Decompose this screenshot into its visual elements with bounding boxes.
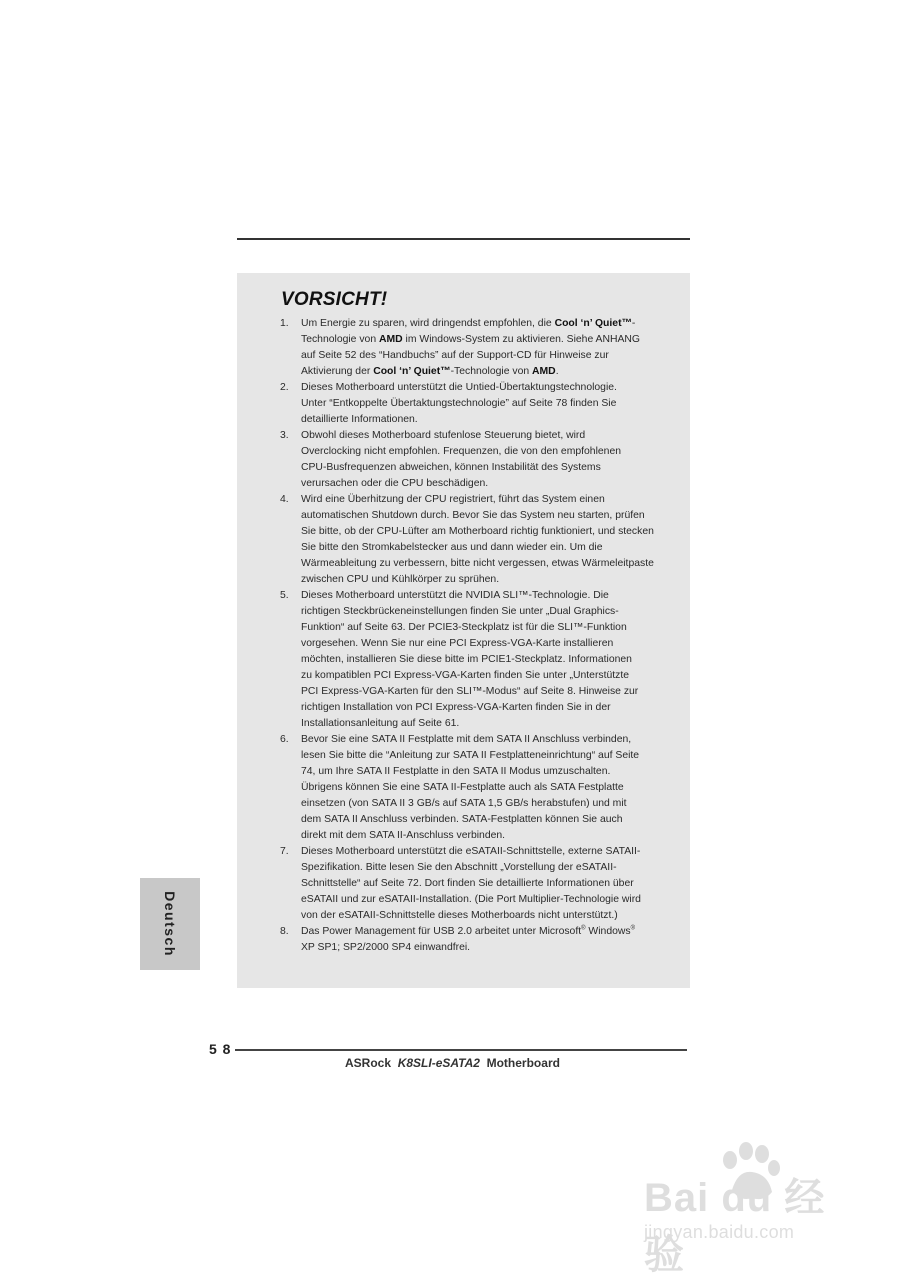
item-text: Dieses Motherboard unterstützt die Untied-Übertaktungstechnologie. Unter “Entkoppelte Übertaktungstechnologie” auf Seite 78 finden Sie detaillierte Informationen.: [301, 382, 617, 425]
language-side-tab: [140, 878, 200, 970]
caution-item: [280, 844, 670, 924]
footer-product-name: [345, 1056, 560, 1070]
caution-item: [280, 492, 670, 588]
top-rule: [237, 238, 690, 240]
watermark-logo: Bai du 经验: [644, 1176, 826, 1277]
footer-brand: ASRock: [345, 1056, 392, 1070]
item-text: Das Power Management für USB 2.0 arbeitet unter Microsoft® Windows® XP SP1; SP2/2000 SP4 einwandfrei.: [301, 925, 635, 953]
footer-product: Motherboard: [486, 1056, 560, 1070]
item-number: 1.: [280, 318, 289, 329]
footer-model: K8SLI-eSATA2: [397, 1056, 480, 1070]
caution-item: [280, 588, 670, 732]
caution-item: [280, 316, 670, 380]
item-number: 3.: [280, 430, 289, 441]
caution-list: [280, 316, 670, 956]
item-text: Um Energie zu sparen, wird dringendst empfohlen, die Cool ‘n’ Quiet™- Technologie von AMD im Windows-System zu aktivieren. Siehe ANHANG auf Seite 52 des “Handbuchs” auf der Support-CD für Hinweise zur Aktivierung der Cool ‘n’ Quiet™-Technologie von AMD.: [301, 318, 640, 377]
item-text: Obwohl dieses Motherboard stufenlose Steuerung bietet, wird Overclocking nicht empfohlen. Frequenzen, die von den empfohlenen CPU-Busfrequenzen abweichen, können Instabilität des Systems verursachen oder die CPU beschädigen.: [301, 430, 621, 489]
caution-title: VORSICHT!: [281, 289, 388, 310]
page-number: 5 8: [209, 1041, 232, 1057]
baidu-watermark: [640, 1140, 865, 1277]
caution-item: [280, 380, 670, 428]
item-text: Wird eine Überhitzung der CPU registriert, führt das System einen automatischen Shutdown durch. Bevor Sie das System neu starten, prüfen Sie bitte, ob der CPU-Lüfter am Motherboard richtig funktioniert, und stecken Sie bitte den Stromkabelstecker aus und dann wieder ein. Um die Wärmeableitung zu verbessern, bitte nicht vergessen, etwas Wärmeleitpaste zwischen CPU und Kühlkörper zu sprühen.: [301, 494, 654, 585]
caution-item: [280, 732, 670, 844]
item-number: 8.: [280, 926, 289, 937]
item-text: Dieses Motherboard unterstützt die NVIDIA SLI™-Technologie. Die richtigen Steckbrückeneinstellungen finden Sie unter „Dual Graphics- Funktion“ auf Seite 63. Der PCIE3-Steckplatz ist für die SLI™-Funktion vorgesehen. Wenn Sie nur eine PCI Express-VGA-Karte installieren möchten, installieren Sie diese bitte im PCIE1-Steckplatz. Informationen zu kompatiblen PCI Express-VGA-Karten finden Sie unter „Unterstützte PCI Express-VGA-Karten für den SLI™-Modus“ auf Seite 8. Hinweise zur richtigen Installation von PCI Express-VGA-Karten finden Sie in der Installationsanleitung auf Seite 61.: [301, 590, 639, 729]
item-text: Dieses Motherboard unterstützt die eSATAII-Schnittstelle, externe SATAII- Spezifikation. Bitte lesen Sie den Abschnitt „Vorstellung der eSATAII- Schnittstelle“ auf Seite 72. Dort finden Sie detaillierte Informationen über eSATAII und zur eSATAII-Installation. (Die Port Multiplier-Technologie wird von der eSATAII-Schnittstelle dieses Motherboards nicht unterstützt.): [301, 846, 641, 921]
caution-item: [280, 428, 670, 492]
item-number: 2.: [280, 382, 289, 393]
caution-box: [237, 273, 690, 988]
footer-rule: [235, 1049, 687, 1051]
caution-item: [280, 924, 670, 956]
watermark-url: jingyan.baidu.com: [644, 1222, 795, 1242]
item-number: 5.: [280, 590, 289, 601]
item-number: 7.: [280, 846, 289, 857]
language-label: Deutsch: [162, 891, 178, 957]
item-number: 6.: [280, 734, 289, 745]
item-text: Bevor Sie eine SATA II Festplatte mit dem SATA II Anschluss verbinden, lesen Sie bitte die “Anleitung zur SATA II Festplatteneinrichtung“ auf Seite 74, um Ihre SATA II Festplatte in den SATA II Modus umzuschalten. Übrigens können Sie eine SATA II-Festplatte auch als SATA Festplatte einsetzen (von SATA II 3 GB/s auf SATA 1,5 GB/s herabstufen) und mit dem SATA II Anschluss verbinden. SATA-Festplatten können Sie auch direkt mit dem SATA II-Anschluss verbinden.: [301, 734, 640, 841]
item-number: 4.: [280, 494, 289, 505]
